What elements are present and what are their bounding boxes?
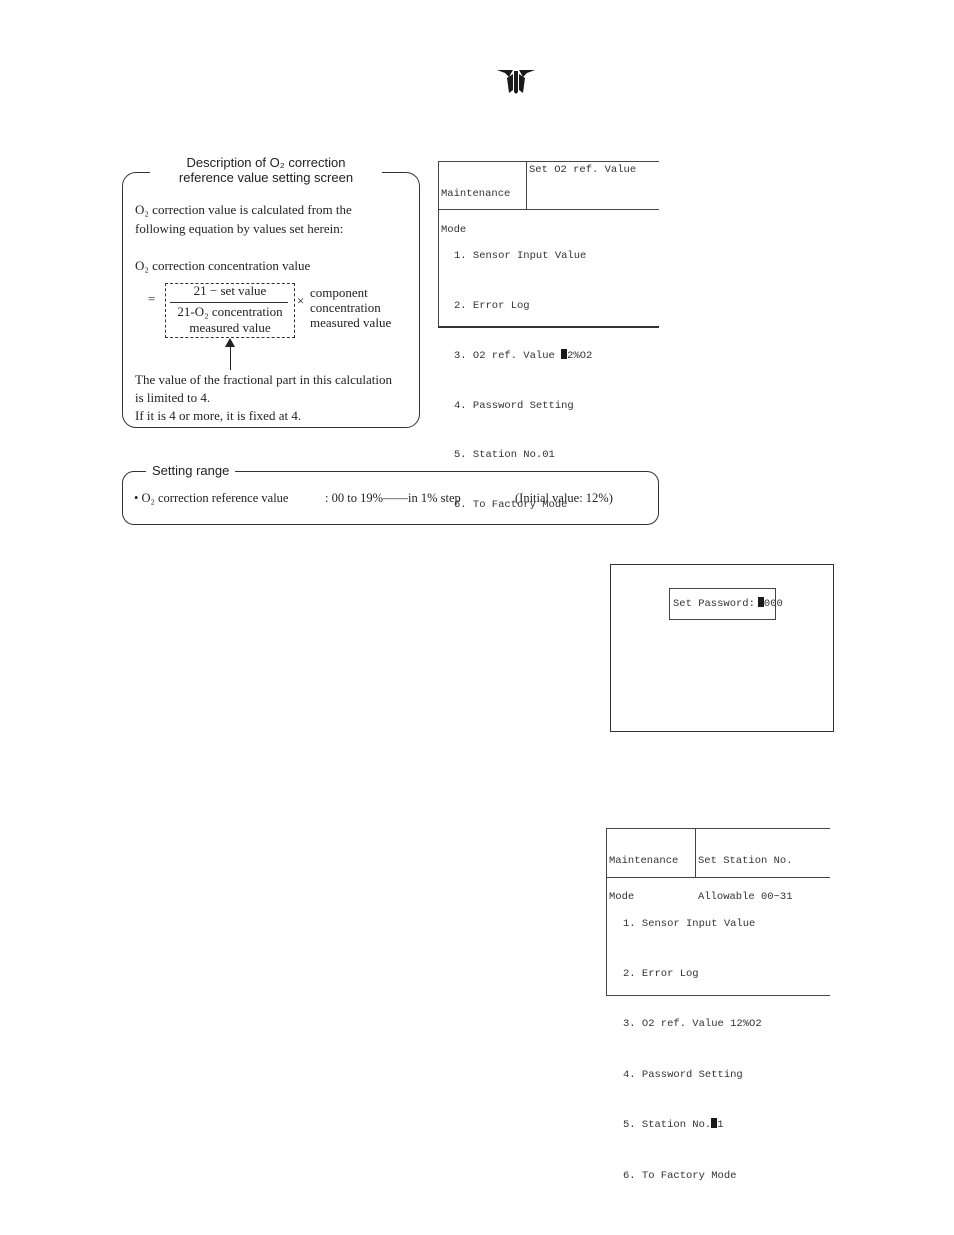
intro-line-1: O₂ correction value is calculated from the (135, 202, 352, 217)
formula-label: O₂ correction concentration value (135, 258, 311, 273)
o2-ref-value[interactable]: 2%O2 (567, 349, 593, 362)
menu-item-factory-mode[interactable]: 6. To Factory Mode (623, 1169, 737, 1182)
menu-list (623, 882, 762, 1218)
mode-label-line-1: Maintenance (441, 188, 511, 200)
setting-range-initial: (Initial value: 12%) (515, 491, 613, 505)
menu-item-password-setting[interactable]: 4. Password Setting (623, 1068, 743, 1081)
menu-item-factory-mode[interactable]: 6. To Factory Mode (454, 499, 568, 512)
mode-label-line-1: Maintenance (609, 855, 679, 867)
mode-label-line-2: Mode (609, 891, 635, 903)
fraction-line (170, 302, 288, 303)
screen-top-border (438, 161, 659, 162)
screen-top-border (606, 828, 830, 829)
menu-item-error-log[interactable]: 2. Error Log (623, 967, 699, 980)
fraction-numerator: 21 − set value (193, 283, 267, 298)
arrow-shaft (230, 344, 231, 370)
screen-title-line-1: Set Station No. (698, 855, 793, 867)
title-line-1: Description of O₂ correction (186, 155, 346, 170)
menu-item-station-no[interactable]: 5. Station No.01 (454, 449, 555, 462)
password-field[interactable] (673, 597, 783, 610)
setting-range-values: : 00 to 19%——in 1% step (325, 491, 461, 505)
equals-sign: = (148, 291, 156, 306)
setting-range-title: Setting range (146, 463, 235, 478)
menu-item-sensor-input[interactable]: 1. Sensor Input Value (623, 917, 756, 930)
company-logo-icon (495, 68, 537, 94)
menu-item-o2-ref[interactable]: 3. O2 ref. Value 12%O2 (623, 1018, 762, 1031)
station-screen (606, 828, 830, 1182)
fraction-denominator (166, 304, 294, 336)
factor-text (310, 285, 391, 330)
intro-line-2: following equation by values set herein: (135, 221, 344, 236)
screen-left-border (438, 161, 439, 328)
description-panel-title (150, 155, 382, 185)
menu-item-o2-ref-label: 3. O2 ref. Value (454, 349, 562, 362)
mode-label-line-2: Mode (441, 224, 467, 236)
menu-item-password-setting[interactable]: 4. Password Setting (454, 399, 574, 412)
screen-left-border (606, 828, 607, 996)
factor-line-2: concentration (310, 300, 381, 315)
screen-title: Set O2 ref. Value (529, 164, 637, 176)
menu-item-station-no[interactable] (623, 1117, 762, 1134)
screen-title-line-2: Allowable 00~31 (698, 891, 793, 903)
factor-line-3: measured value (310, 315, 392, 330)
denominator-line-2: measured value (189, 320, 271, 335)
setting-range-item: • O₂ correction reference value (134, 491, 289, 505)
intro-text (135, 200, 352, 238)
denominator-line-1: 21-O₂ concentration (177, 304, 283, 319)
menu-item-station-no-label: 5. Station No. (623, 1119, 712, 1132)
title-line-2: reference value setting screen (178, 170, 354, 185)
password-value[interactable]: 000 (763, 598, 783, 610)
note-line-3: If it is 4 or more, it is fixed at 4. (135, 408, 302, 423)
menu-item-sensor-input[interactable]: 1. Sensor Input Value (454, 250, 587, 263)
menu-item-o2-ref[interactable] (454, 348, 592, 365)
header-divider (526, 161, 527, 209)
menu-item-error-log[interactable]: 2. Error Log (454, 299, 530, 312)
factor-line-1: component (310, 285, 368, 300)
password-label: Set Password: (673, 598, 755, 610)
header-divider (695, 828, 696, 877)
station-no-value[interactable]: 1 (717, 1119, 724, 1132)
note-text (135, 371, 392, 425)
note-line-2: is limited to 4. (135, 390, 211, 405)
note-line-1: The value of the fractional part in this calculation (135, 372, 393, 387)
times-sign: × (297, 293, 305, 308)
